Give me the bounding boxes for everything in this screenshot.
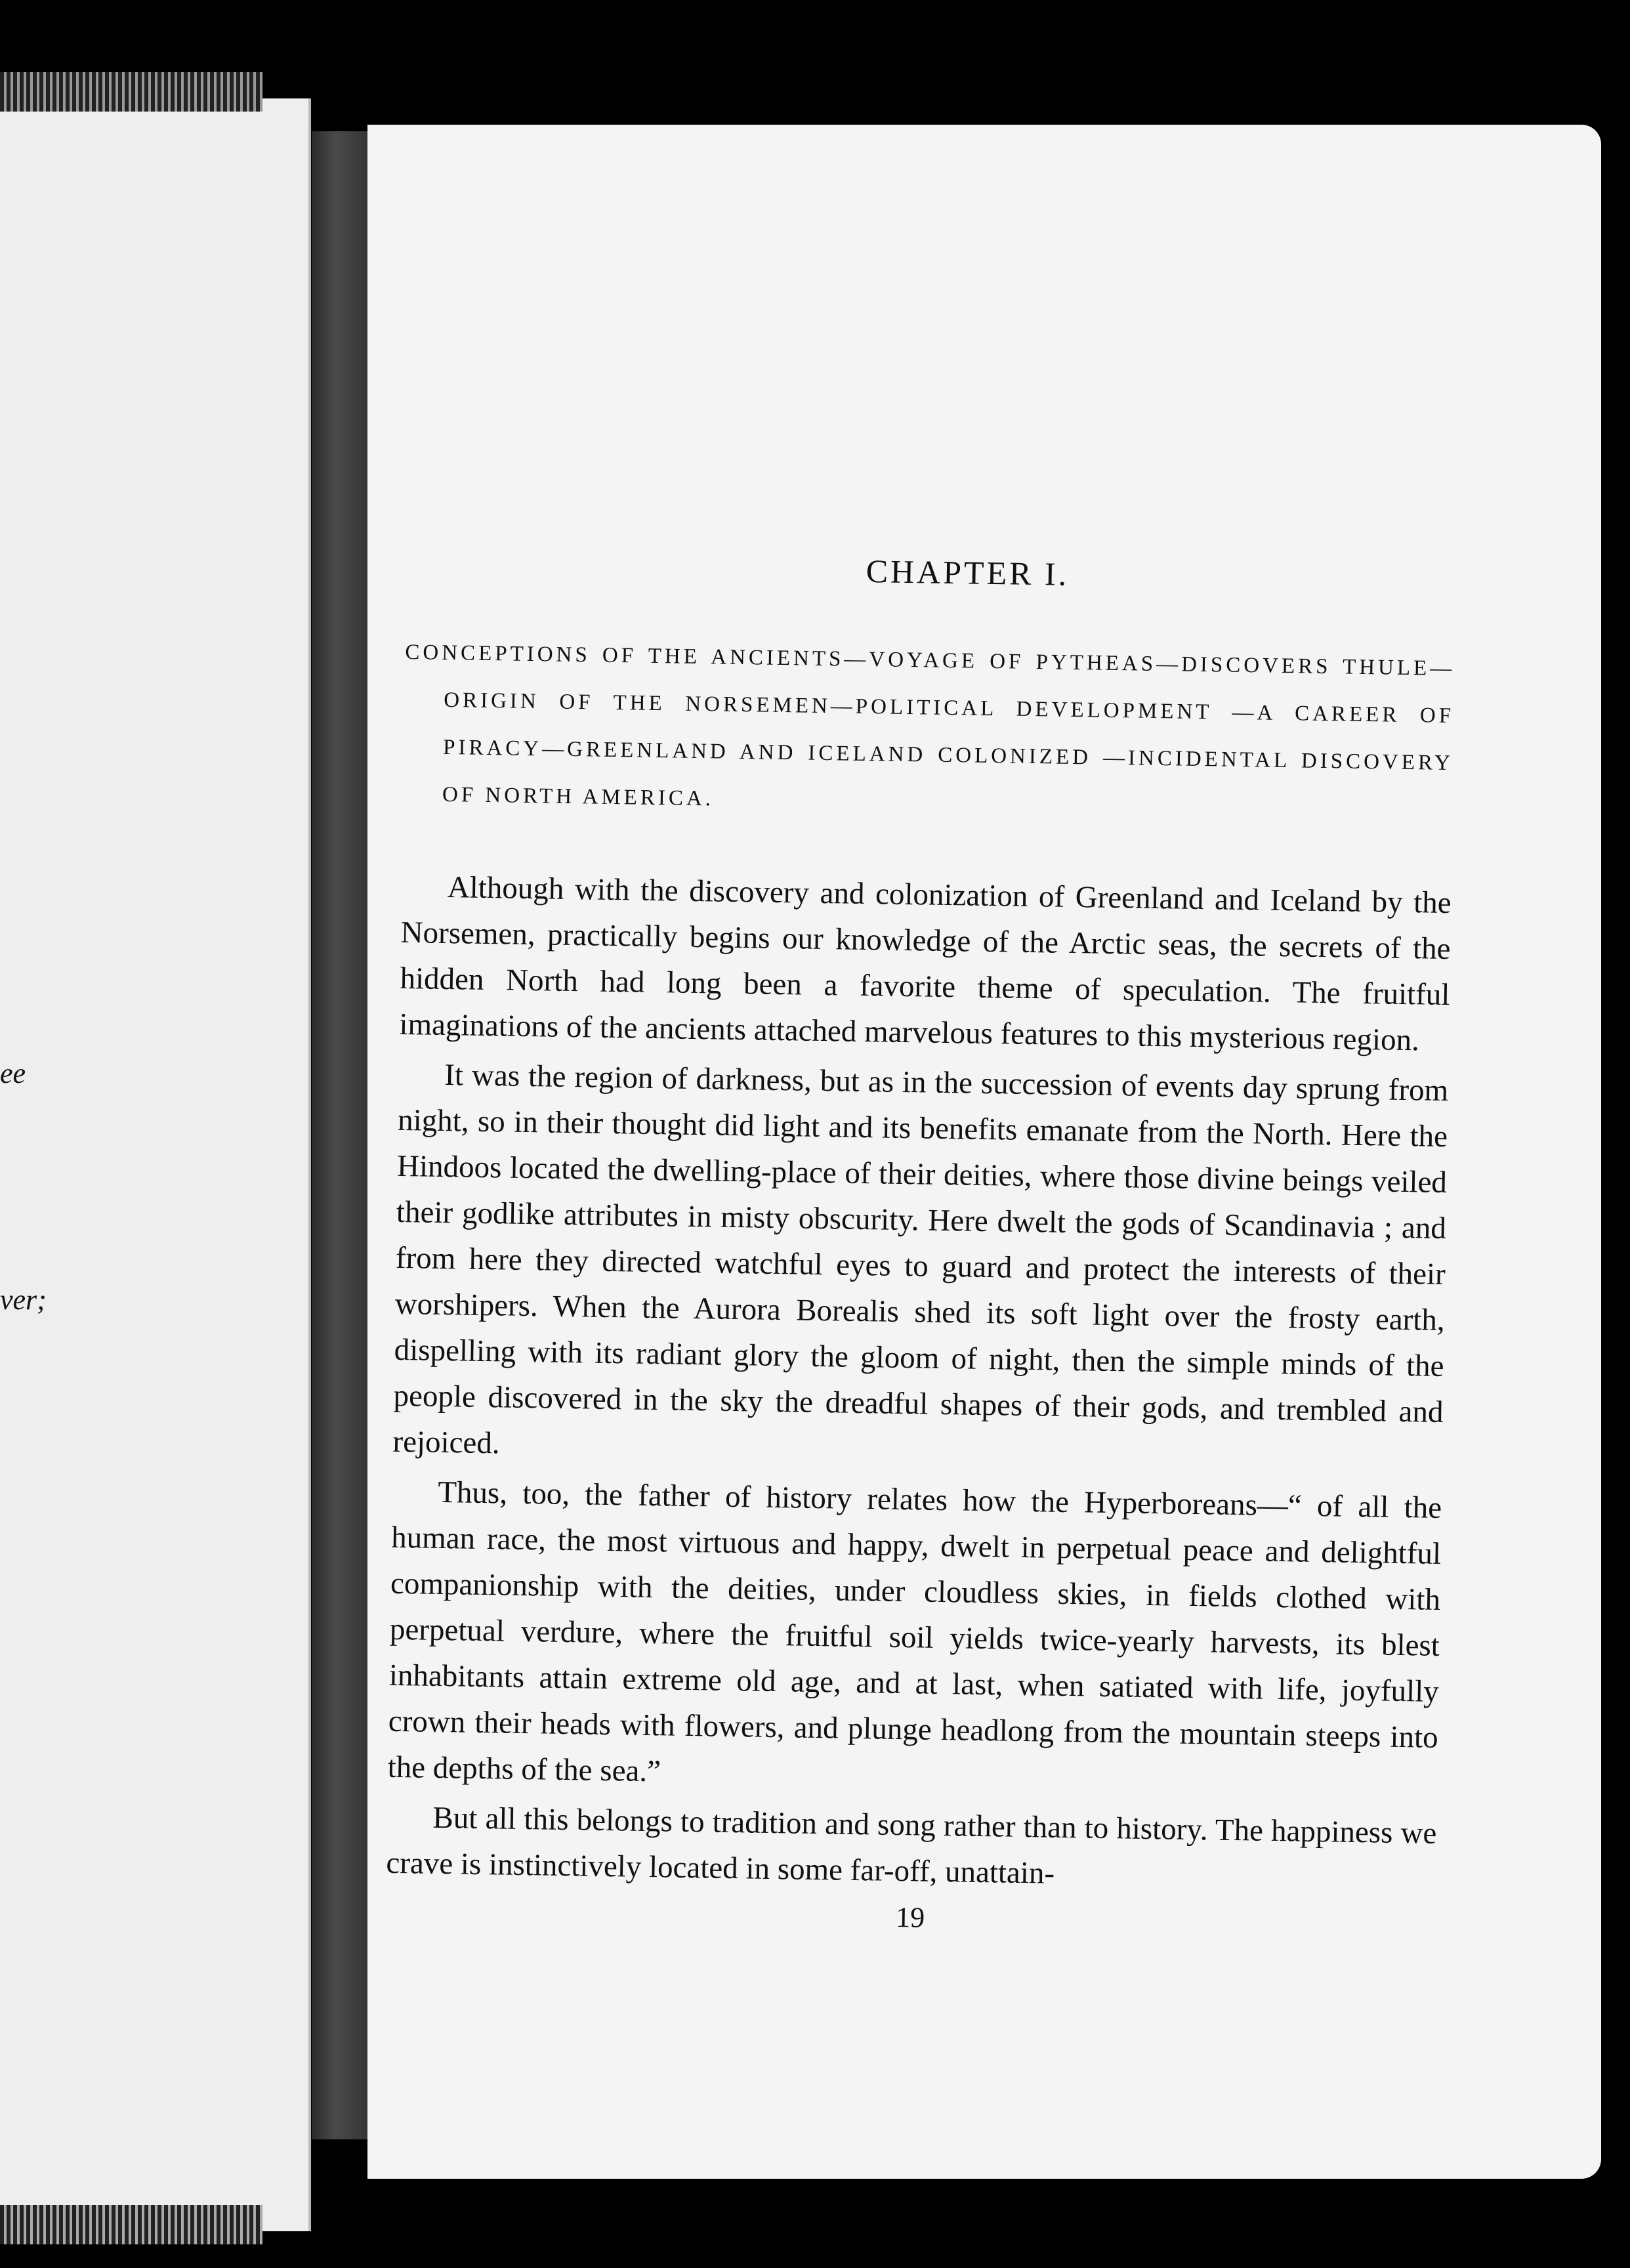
left-page bbox=[0, 98, 311, 2231]
left-page-fragment: ver; bbox=[0, 1284, 47, 1316]
chapter-title: CHAPTER I. bbox=[866, 552, 1070, 593]
book-cover-edge bbox=[0, 72, 262, 112]
paragraph: But all this belongs to tradition and song rather than to history. The happiness we crave is instinctively located in some far-off, unattain- bbox=[386, 1800, 1437, 1891]
left-page-fragment: ee bbox=[0, 1057, 26, 1089]
page-number: 19 bbox=[895, 1900, 925, 1934]
binding-gutter bbox=[312, 131, 371, 2139]
chapter-summary: CONCEPTIONS OF THE ANCIENTS—VOYAGE OF PYTHEAS—DISCOVERS THULE—ORIGIN OF THE NORSEMEN—POLITICAL DEVELOPMENT —A CAREER OF PIRACY—GREENLAND AND ICELAND COLONIZED —INCIDENTAL DISCOVERY OF NORTH AMERICA. bbox=[405, 640, 1455, 811]
book-cover-edge bbox=[0, 2205, 262, 2244]
paragraph: It was the region of darkness, but as in the succession of events day sprung from night, so in their thought did light and its benefits emanate from the North. Here the Hindoos located the dwelling-place of their deities, where those divine beings veiled their godlike attributes in misty obscurity. Here dwelt the gods of Scandinavia ; and from here they directed watchful eyes to guard and protect the interests of their worshipers. When the Aurora Borealis shed its soft light over the frosty earth, dispelling with its radiant glory the gloom of night, then the simple minds of the people discovered in the sky the dreadful shapes of their gods, and trembled and rejoiced. bbox=[392, 1058, 1449, 1461]
paragraph: Thus, too, the father of history relates how the Hyperboreans—“ of all the human race, the most virtuous and happy, dwelt in perpetual peace and delightful companionship with the deities, under cloudless skies, in fields clothed with perpetual verdure, where the fruitful soil yields twice-yearly harvests, its blest inhabitants attain extreme old age, and at last, when satiated with life, joyfully crown their heads with flowers, and plunge headlong from the mountain steeps into the depths of the sea.” bbox=[387, 1475, 1442, 1789]
book-page bbox=[367, 125, 1601, 2179]
page-content bbox=[385, 545, 1457, 1942]
paragraph: Although with the discovery and colonization of Greenland and Iceland by the Norsemen, practically begins our knowledge of the Arctic seas, the secrets of the hidden North had long been a favorite theme of speculation. The fruitful imaginations of the ancients attached marvelous features to this mysterious region. bbox=[399, 870, 1452, 1058]
